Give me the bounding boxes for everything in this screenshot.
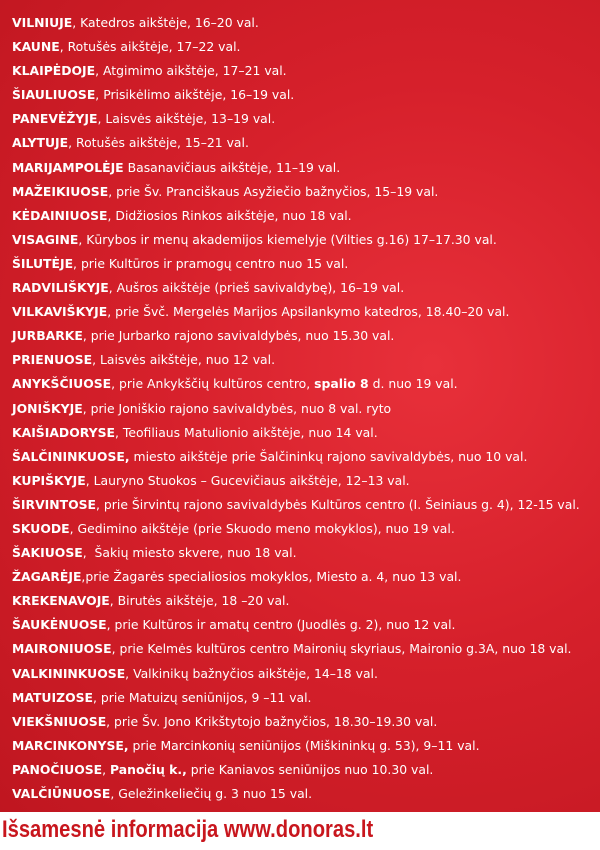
city-name: ALYTUJE — [12, 135, 69, 151]
city-name: ŠALČININKUOSE, — [12, 448, 130, 464]
separator: , — [106, 617, 115, 633]
city-name: PANEVĖŽYJE — [12, 111, 98, 127]
city-name: KĖDAINIUOSE — [12, 207, 108, 223]
location-details: prie Matuizų seniūnijos, 9 –11 val. — [100, 689, 312, 705]
location-details: prie Kultūros ir pramogų centro nuo 15 val. — [80, 255, 349, 271]
location-details: Didžiosios Rinkos aikštėje, nuo 18 val. — [115, 207, 352, 223]
city-name: ŽAGARĖJE — [12, 569, 82, 585]
separator: , — [108, 280, 117, 296]
city-name: KLAIPĖDOJE — [12, 63, 96, 79]
separator: , — [82, 400, 91, 416]
location-details: Valkinikų bažnyčios aikštėje, 14–18 val. — [133, 665, 378, 681]
list-item — [12, 613, 598, 637]
city-name: KAUNE — [12, 39, 60, 55]
highlighted-detail: spalio 8 — [314, 376, 369, 392]
location-details: Geležinkeliečių g. 3 nuo 15 val. — [118, 786, 313, 801]
list-item — [12, 131, 598, 155]
footer-info-text: Išsamesnė informacija www.donoras.lt — [2, 816, 374, 843]
event-location-list — [12, 11, 598, 806]
list-item — [12, 469, 598, 493]
list-item — [12, 517, 598, 541]
list-item — [12, 324, 598, 348]
location-details: Šakių miesto skvere, nuo 18 val. — [94, 545, 297, 561]
city-name: KREKENAVOJE — [12, 593, 110, 609]
city-name: ANYKŠČIUOSE — [12, 376, 112, 392]
separator: , — [92, 352, 100, 368]
location-details: Lauryno Stuokos – Gucevičiaus aikštėje, 12–13 val. — [93, 472, 410, 488]
list-item — [12, 541, 598, 565]
list-item — [12, 421, 598, 445]
city-name: VISAGINE — [12, 231, 79, 247]
separator: , — [72, 15, 81, 30]
city-name: VILNIUJE — [12, 15, 73, 30]
location-details: prie Švč. Mergelės Marijos Apsilankymo katedros, 18.40–20 val. — [115, 304, 510, 320]
city-name: ŠAKIUOSE — [12, 545, 83, 561]
separator: , — [82, 545, 95, 561]
separator: , — [111, 376, 120, 392]
separator: , — [106, 713, 115, 729]
city-name: PANOČIUOSE — [12, 761, 103, 777]
location-details: Rotušės aikštėje, 17–22 val. — [67, 39, 241, 55]
separator: , — [81, 569, 86, 585]
separator: , — [109, 593, 118, 609]
list-item — [12, 276, 598, 300]
city-name: ŠAUKĖNUOSE — [12, 617, 107, 633]
separator: , — [85, 472, 94, 488]
separator: , — [95, 63, 104, 79]
separator: , — [73, 255, 81, 271]
city-name: KAIŠIADORYSE — [12, 424, 115, 440]
list-item — [12, 565, 598, 589]
separator: , — [108, 183, 117, 199]
list-item — [12, 372, 598, 396]
location-details: prie Šv. Pranciškaus Asyžiečio bažnyčios, 15–19 val. — [116, 183, 439, 199]
location-details: prie Marcinkonių seniūnijos (Miškininkų g. 53), 9–11 val. — [132, 737, 480, 753]
separator: , — [78, 231, 87, 247]
location-details: Rotušės aikštėje, 15–21 val. — [76, 135, 249, 151]
city-name: VILKAVIŠKYJE — [12, 304, 108, 320]
separator: , — [96, 496, 104, 512]
separator: , — [110, 786, 119, 801]
separator: , — [114, 424, 123, 440]
list-item — [12, 180, 598, 204]
list-item — [12, 107, 598, 131]
city-name: KUPIŠKYJE — [12, 472, 86, 488]
location-details: prie Kultūros ir amatų centro (Juodlės g. 2), nuo 12 val. — [114, 617, 456, 633]
city-name: RADVILIŠKYJE — [12, 280, 109, 296]
location-details: miesto aikštėje prie Šalčininkų rajono savivaldybės, nuo 10 val. — [133, 448, 528, 464]
city-name: VALČIŪNUOSE — [12, 786, 111, 801]
separator: , — [111, 641, 120, 657]
location-details: Birutės aikštėje, 18 –20 val. — [117, 593, 290, 609]
city-name: VALKININKUOSE — [12, 665, 126, 681]
separator: , — [97, 111, 106, 127]
location-details: Gedimino aikštėje (prie Skuodo meno mokyklos), nuo 19 val. — [77, 520, 455, 536]
location-details: Prisikėlimo aikštėje, 16–19 val. — [103, 87, 295, 103]
list-item — [12, 252, 598, 276]
location-details: Kūrybos ir menų akademijos kiemelyje (Vilties g.16) 17–17.30 val. — [86, 231, 497, 247]
separator: , — [68, 135, 77, 151]
location-details: Aušros aikštėje (prieš savivaldybę), 16–19 val. — [116, 280, 405, 296]
location-details: prie Kelmės kultūros centro Maironių skyriaus, Maironio g.3A, nuo 18 val. — [119, 641, 572, 657]
city-name: SKUODE — [12, 520, 70, 536]
city-name: VIEKŠNIUOSE — [12, 713, 107, 729]
list-item — [12, 228, 598, 252]
location-details: Basanavičiaus aikštėje, 11–19 val. — [127, 159, 341, 175]
location-details: Laisvės aikštėje, 13–19 val. — [105, 111, 276, 127]
highlighted-detail: Panočių k., — [110, 761, 187, 777]
city-name: JURBARKE — [12, 328, 83, 344]
city-name: ŠIRVINTOSE — [12, 496, 97, 512]
separator: , — [59, 39, 68, 55]
location-details: prie Žagarės specialiosios mokyklos, Miesto a. 4, nuo 13 val. — [85, 569, 462, 585]
location-details: prie Širvintų rajono savivaldybės Kultūros centro (I. Šeiniaus g. 4), 12-15 val. — [103, 496, 580, 512]
city-name: ŠILUTĖJE — [12, 255, 74, 271]
location-details: prie Joniškio rajono savivaldybės, nuo 8 val. ryto — [90, 400, 392, 416]
list-item — [12, 11, 598, 35]
list-item — [12, 300, 598, 324]
location-details: prie Ankykščių kultūros centro, — [119, 376, 315, 392]
city-name: ŠIAULIUOSE — [12, 87, 96, 103]
list-item — [12, 758, 598, 782]
city-name: MARIJAMPOLĖJE — [12, 159, 124, 175]
list-item — [12, 397, 598, 421]
location-details: prie Šv. Jono Krikštytojo bažnyčios, 18.30–19.30 val. — [114, 713, 438, 729]
city-name: JONIŠKYJE — [12, 400, 83, 416]
city-name: PRIENUOSE — [12, 352, 93, 368]
city-name: MATUIZOSE — [12, 689, 93, 705]
separator: , — [69, 520, 78, 536]
list-item — [12, 445, 598, 469]
list-item — [12, 493, 598, 517]
list-item — [12, 156, 598, 180]
separator: , — [107, 207, 116, 223]
footer-banner — [0, 812, 600, 850]
list-item — [12, 83, 598, 107]
city-name: MARCINKONYSE, — [12, 737, 129, 753]
separator: , — [93, 689, 101, 705]
list-item — [12, 59, 598, 83]
list-item — [12, 637, 598, 661]
location-details: Katedros aikštėje, 16–20 val. — [80, 15, 259, 30]
separator: , — [95, 87, 104, 103]
separator: , — [102, 761, 111, 777]
separator: , — [107, 304, 116, 320]
list-item — [12, 35, 598, 59]
list-item — [12, 589, 598, 613]
list-item — [12, 686, 598, 710]
city-name: MAŽEIKIUOSE — [12, 183, 109, 199]
location-details-tail: prie Kaniavos seniūnijos nuo 10.30 val. — [186, 761, 434, 777]
city-name: MAIRONIUOSE — [12, 641, 112, 657]
separator: , — [82, 328, 91, 344]
location-details-tail: d. nuo 19 val. — [368, 376, 458, 392]
separator: , — [125, 665, 134, 681]
list-item — [12, 662, 598, 686]
list-item — [12, 710, 598, 734]
location-details: prie Jurbarko rajono savivaldybės, nuo 15.30 val. — [90, 328, 395, 344]
list-item — [12, 782, 598, 806]
list-item — [12, 734, 598, 758]
list-item — [12, 348, 598, 372]
location-details: Laisvės aikštėje, nuo 12 val. — [99, 352, 276, 368]
location-details: Teofiliaus Matulionio aikštėje, nuo 14 val. — [122, 424, 378, 440]
list-item — [12, 204, 598, 228]
location-details: Atgimimo aikštėje, 17–21 val. — [103, 63, 287, 79]
